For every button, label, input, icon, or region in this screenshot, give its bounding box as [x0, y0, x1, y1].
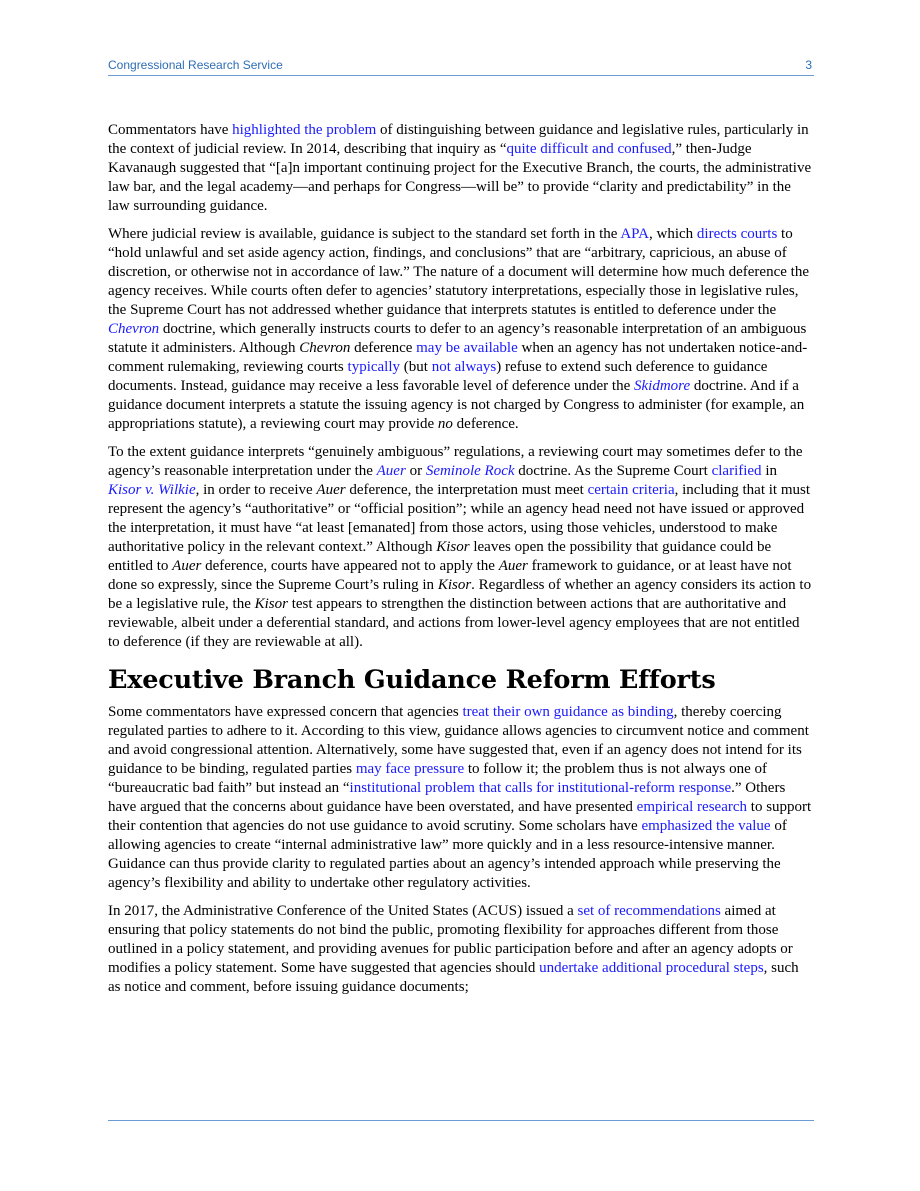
page-number: 3: [805, 58, 812, 72]
text: .” Others have argued that the concerns about guidance have been overstated, and have presented: [108, 780, 786, 815]
link-emphasized-the-value[interactable]: emphasized the value: [641, 818, 771, 834]
text: or: [405, 463, 426, 479]
link-directs-courts[interactable]: directs courts: [696, 226, 778, 242]
link-not-always[interactable]: not always: [431, 359, 497, 375]
link-typically[interactable]: typically: [347, 359, 401, 375]
text: doctrine. As the Supreme Court: [514, 463, 712, 479]
case-name: Auer: [172, 558, 202, 574]
case-name: Kisor: [254, 596, 288, 612]
text: , including that it must represent the agency’s “authoritative” or “official position”; while an agency head need not have issued or approved the interpretation, it must have “at least [emanated] from those actors, using those vehicles, understood to make authoritative policy in the relevant context.” Although: [108, 482, 811, 555]
link-auer[interactable]: Auer: [376, 463, 406, 479]
text: Where judicial review is available, guidance is subject to the standard set forth in the: [108, 226, 621, 242]
header-org: Congressional Research Service: [108, 58, 283, 72]
paragraph-2: [108, 225, 814, 434]
page-header: [108, 58, 814, 74]
text: doctrine, which generally instructs courts to defer to an agency’s reasonable interpretation of an ambiguous statute it administers. Although: [108, 321, 807, 356]
text: , in order to receive: [195, 482, 317, 498]
link-institutional-problem[interactable]: institutional problem that calls for institutional-reform response: [349, 780, 732, 796]
case-name: Auer: [498, 558, 528, 574]
link-highlighted-the-problem[interactable]: highlighted the problem: [232, 122, 377, 138]
text: Commentators have: [108, 122, 233, 138]
link-may-face-pressure[interactable]: may face pressure: [355, 761, 465, 777]
text: in: [761, 463, 777, 479]
case-name: Chevron: [299, 340, 351, 356]
emphasis: no: [437, 416, 453, 432]
footer-rule: [108, 1120, 814, 1121]
case-name: Kisor: [437, 577, 472, 593]
text: doctrine. And if a guidance document interprets a statute the issuing agency is not charged by Congress to administer (for example, an appropriations statute), a reviewing court may provide: [108, 378, 805, 432]
text: aimed at ensuring that policy statements do not bind the public, promoting flexibility for approaches different from those outlined in a policy statement, and providing avenues for public participation before and after an agency adopts or modifies a policy statement. Some have suggested that agencies should: [108, 903, 793, 976]
text: (but: [400, 359, 432, 375]
link-additional-procedural-steps[interactable]: undertake additional procedural steps: [539, 960, 764, 976]
text: , such as notice and comment, before issuing guidance documents;: [108, 960, 799, 995]
text: deference, the interpretation must meet: [345, 482, 588, 498]
link-clarified[interactable]: clarified: [711, 463, 762, 479]
link-quite-difficult[interactable]: quite difficult and confused: [506, 141, 672, 157]
case-name: Kisor: [436, 539, 470, 555]
text: of distinguishing between guidance and legislative rules, particularly in the context of judicial review. In 2014, describing that inquiry as “: [108, 122, 809, 157]
text: In 2017, the Administrative Conference of the United States (ACUS) issued a: [108, 903, 578, 919]
link-treat-guidance-binding[interactable]: treat their own guidance as binding: [462, 704, 674, 720]
text: framework to guidance, or at least have not done so expressly, since the Supreme Court’s ruling in: [108, 558, 792, 593]
text: to support their contention that agencies do not use guidance to avoid scrutiny. Some scholars have: [108, 799, 812, 834]
text: ,” then-Judge Kavanaugh suggested that “[a]n important continuing project for the Executive Branch, the courts, the administrative law bar, and the legal academy—and perhaps for Congress—will be” to provide “clarity and predictability” in the law surrounding guidance.: [108, 141, 812, 214]
text: deference: [350, 340, 417, 356]
link-seminole-rock[interactable]: Seminole Rock: [425, 463, 515, 479]
link-may-be-available[interactable]: may be available: [416, 340, 518, 356]
text: test appears to strengthen the distinction between actions that are authoritative and reviewable, albeit under a deferential standard, and actions from lower-level agency employees that are not entitled to deference (if they are reviewable at all).: [108, 596, 800, 650]
text: deference, courts have appeared not to apply the: [201, 558, 499, 574]
text: , which: [648, 226, 697, 242]
paragraph-5: [108, 902, 814, 997]
text: when an agency has not undertaken notice-and-comment rulemaking, reviewing courts: [108, 340, 808, 375]
link-apa[interactable]: APA: [620, 226, 649, 242]
section-heading: Executive Branch Guidance Reform Efforts: [108, 665, 716, 695]
case-name: Auer: [316, 482, 346, 498]
text: to follow it; the problem thus is not always one of “bureaucratic bad faith” but instead an “: [108, 761, 768, 796]
text: ) refuse to extend such deference to guidance documents. Instead, guidance may receive a less favorable level of deference under the: [108, 359, 768, 394]
text: leaves open the possibility that guidance could be entitled to: [108, 539, 772, 574]
paragraph-4: [108, 703, 814, 893]
text: . Regardless of whether an agency considers its action to be a legislative rule, the: [108, 577, 812, 612]
paragraph-1: [108, 121, 814, 216]
text: to “hold unlawful and set aside agency action, findings, and conclusions” that are “arbitrary, capricious, an abuse of discretion, or otherwise not in accordance of law.” The nature of a document will determine how much deference the agency receives. While courts often defer to agencies’ statutory interpretations, especially those in legislative rules, the Supreme Court has not addressed whether guidance that interprets statutes is entitled to deference under the: [108, 226, 809, 318]
text: To the extent guidance interprets “genuinely ambiguous” regulations, a reviewing court may sometimes defer to the agency’s reasonable interpretation under the: [108, 444, 803, 479]
link-empirical-research[interactable]: empirical research: [636, 799, 748, 815]
paragraph-3: [108, 443, 814, 652]
text: deference.: [452, 416, 519, 432]
link-certain-criteria[interactable]: certain criteria: [587, 482, 675, 498]
link-chevron[interactable]: Chevron: [108, 321, 160, 337]
text: of allowing agencies to create “internal administrative law” more quickly and in a less resource-intensive manner. Guidance can thus provide clarity to regulated parties about an agency’s intended approach while preserving the agency’s flexibility and ability to undertake other regulatory activities.: [108, 818, 787, 891]
text: , thereby coercing regulated parties to adhere to it. According to this view, guidance allows agencies to circumvent notice and comment and avoid congressional attention. Alternatively, some have suggested that, even if an agency does not intend for its guidance to be binding, regulated parties: [108, 704, 809, 777]
link-set-of-recommendations[interactable]: set of recommendations: [577, 903, 721, 919]
link-kisor-v-wilkie[interactable]: Kisor v. Wilkie: [108, 482, 196, 498]
link-skidmore[interactable]: Skidmore: [634, 378, 691, 394]
header-rule: [108, 75, 814, 76]
document-body: [108, 121, 814, 1006]
text: Some commentators have expressed concern that agencies: [108, 704, 463, 720]
